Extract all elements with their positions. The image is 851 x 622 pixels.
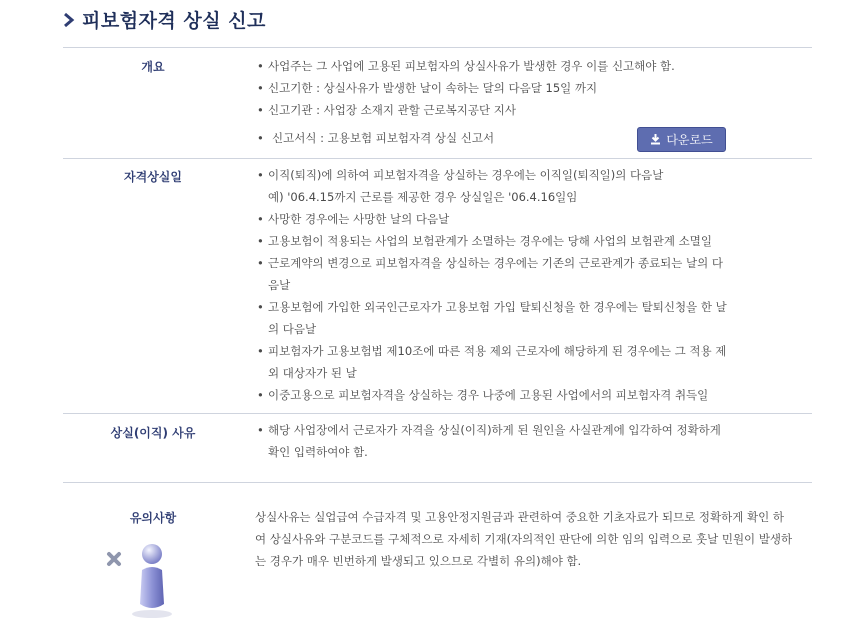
list-item: • 사망한 경우에는 사망한 날의 다음날	[257, 212, 450, 226]
list-item-continuation: 음날	[268, 278, 291, 292]
list-item: • 신고기관 : 사업장 소재지 관할 근로복지공단 지사	[257, 103, 516, 117]
list-item: • 해당 사업장에서 근로자가 자격을 상실(이직)하게 된 원인을 사실관계에 입각하여 정확하게	[257, 423, 721, 437]
divider	[63, 47, 812, 48]
warning-person-icon	[104, 542, 178, 622]
download-button[interactable]	[637, 127, 726, 152]
download-label: 다운로드	[666, 133, 713, 147]
section-label-reason: 상실(이직) 사유	[110, 426, 196, 440]
divider	[63, 482, 812, 483]
page-header	[62, 6, 266, 33]
list-item: • 신고기한 : 상실사유가 발생한 날이 속하는 달의 다음달 15일 까지	[257, 81, 598, 95]
section-label-notice: 유의사항	[129, 511, 177, 525]
list-item: • 피보험자가 고용보험법 제10조에 따른 적용 제외 근로자에 해당하게 된 경우에는 그 적용 제	[257, 344, 727, 358]
divider	[63, 413, 812, 414]
list-item-continuation: 외 대상자가 된 날	[268, 366, 357, 380]
notice-text: 상실사유는 실업급여 수급자격 및 고용안정지원금과 관련하여 중요한 기초자료가 되므로 정확하게 확인 하여 상실사유와 구분코드를 구체적으로 자세히 기재(자의적인 판단에 의한 임의 입력으로 훗날 민원이 발생하는 경우가 매우 빈번하게 발생되고 있으므로 각별히 유의)해야 함.	[255, 510, 793, 568]
list-item: • 이중고용으로 피보험자격을 상실하는 경우 나중에 고용된 사업에서의 피보험자격 취득일	[257, 388, 709, 402]
download-icon	[650, 134, 661, 145]
chevron-right-icon	[62, 10, 76, 30]
page-title: 피보험자격 상실 신고	[82, 10, 266, 32]
divider	[63, 158, 812, 159]
list-item-continuation: 확인 입력하여야 함.	[268, 445, 368, 459]
list-item: • 신고서식 : 고용보험 피보험자격 상실 신고서	[257, 131, 495, 145]
section-label-overview: 개요	[141, 60, 165, 74]
loss-date-list	[255, 164, 805, 406]
section-label-loss-date: 자격상실일	[124, 170, 182, 184]
list-item: • 사업주는 그 사업에 고용된 피보험자의 상실사유가 발생한 경우 이를 신고해야 함.	[257, 59, 675, 73]
list-item-continuation: 의 다음날	[268, 322, 317, 336]
list-item: • 이직(퇴직)에 의하여 피보험자격을 상실하는 경우에는 이직일(퇴직일)의 다음날	[257, 168, 664, 182]
list-item: • 고용보험이 적용되는 사업의 보험관계가 소멸하는 경우에는 당해 사업의 보험관계 소멸일	[257, 234, 712, 248]
list-item: • 고용보험에 가입한 외국인근로자가 고용보험 가입 탈퇴신청을 한 경우에는 탈퇴신청을 한 날	[257, 300, 727, 314]
reason-list	[255, 419, 805, 463]
list-item: • 근로계약의 변경으로 피보험자격을 상실하는 경우에는 기존의 근로관계가 종료되는 날의 다	[257, 256, 724, 270]
list-item-continuation: 예) '06.4.15까지 근로를 제공한 경우 상실일은 '06.4.16일임	[268, 190, 578, 204]
